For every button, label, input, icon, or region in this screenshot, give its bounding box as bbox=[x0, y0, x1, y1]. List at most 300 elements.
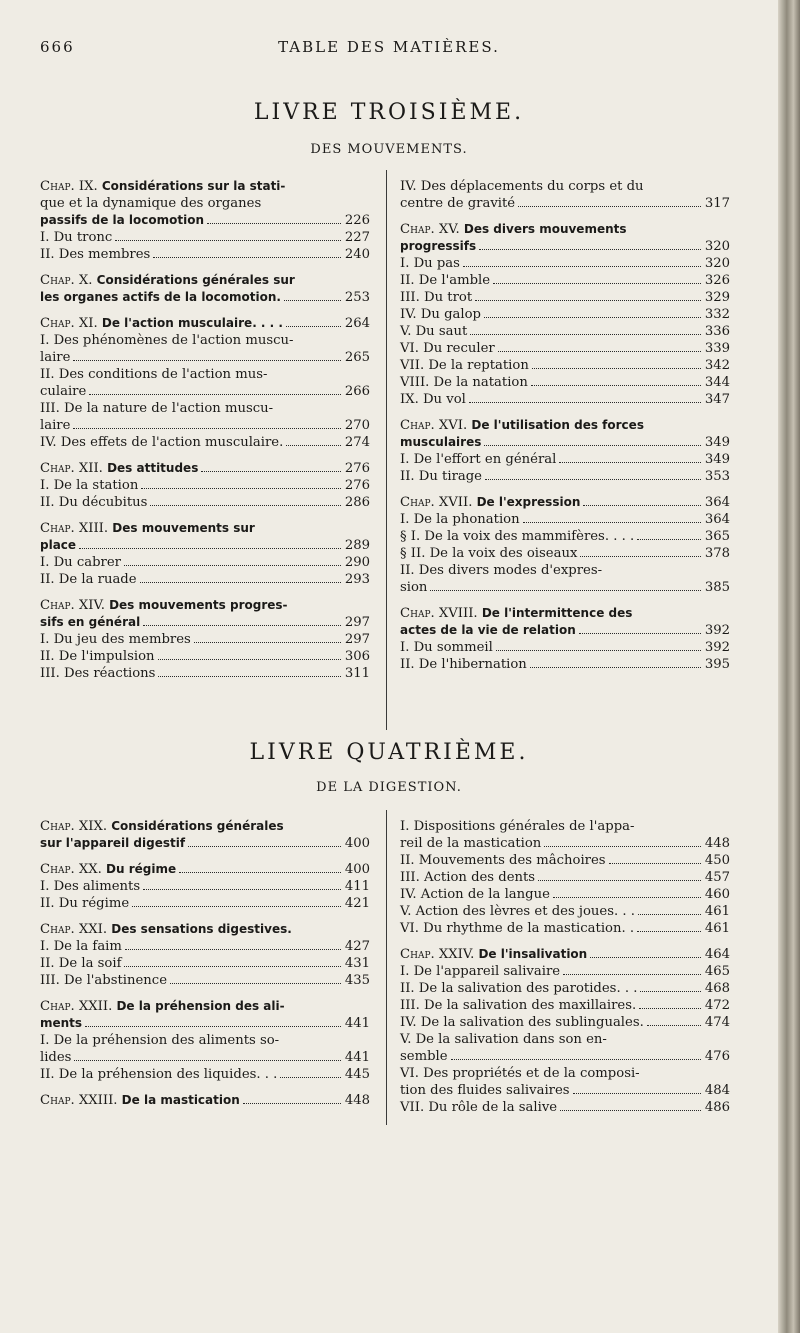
entry-line: I. De la préhension des aliments so- bbox=[40, 1033, 280, 1048]
chapter-heading bbox=[40, 998, 370, 1015]
dot-leader bbox=[580, 556, 701, 557]
toc-entry bbox=[40, 665, 370, 682]
toc-chapter-entry bbox=[40, 861, 370, 878]
entry-text: VI. Du rhythme de la mastication. . bbox=[400, 921, 635, 936]
entry-text: musculaires bbox=[400, 435, 482, 449]
entry-text: laire bbox=[40, 418, 71, 433]
entry-last-line bbox=[400, 997, 730, 1014]
entry-text: III. De la salivation des maxillaires. bbox=[400, 998, 637, 1013]
page-ref: 290 bbox=[344, 555, 370, 570]
dot-leader bbox=[284, 300, 341, 301]
entry-text: § I. De la voix des mammifères. . . . bbox=[400, 529, 635, 544]
entry-last-line bbox=[400, 980, 730, 997]
toc-entry bbox=[400, 818, 730, 852]
dot-leader bbox=[647, 1025, 701, 1026]
chapter-title: Des divers mouvements bbox=[463, 222, 627, 236]
dot-leader bbox=[74, 1060, 341, 1061]
chapter-label: Chap. XXIV. bbox=[400, 947, 479, 962]
entry-last-line bbox=[400, 1082, 730, 1099]
dot-leader bbox=[590, 957, 701, 958]
page-ref: 448 bbox=[704, 836, 730, 851]
toc-chapter-entry bbox=[40, 597, 370, 631]
dot-leader bbox=[170, 983, 341, 984]
dot-leader bbox=[640, 991, 701, 992]
page-ref: 227 bbox=[344, 230, 370, 245]
page-ref: 266 bbox=[344, 384, 370, 399]
chapter-label: Chap. XX. bbox=[40, 862, 107, 877]
dot-leader bbox=[141, 488, 341, 489]
dot-leader bbox=[638, 914, 701, 915]
page-ref: 486 bbox=[704, 1100, 730, 1115]
entry-text: IV. Action de la langue bbox=[400, 887, 550, 902]
entry-line: II. Des conditions de l'action mus- bbox=[40, 367, 268, 382]
page-ref: 286 bbox=[344, 495, 370, 510]
entry-last-line bbox=[40, 835, 370, 852]
toc-entry bbox=[400, 511, 730, 528]
entry-last-line bbox=[40, 537, 370, 554]
dot-leader bbox=[538, 880, 701, 881]
toc-chapter-entry bbox=[40, 818, 370, 852]
toc-entry bbox=[400, 323, 730, 340]
entry-last-line bbox=[400, 1048, 730, 1065]
dot-leader bbox=[518, 206, 701, 207]
toc-chapter-entry bbox=[400, 417, 730, 451]
entry-last-line bbox=[400, 963, 730, 980]
entry-text: II. De l'impulsion bbox=[40, 649, 155, 664]
page-ref: 317 bbox=[704, 196, 730, 211]
chapter-heading-text bbox=[40, 861, 176, 878]
page-ref: 441 bbox=[344, 1050, 370, 1065]
dot-leader bbox=[140, 582, 341, 583]
dot-leader bbox=[201, 471, 341, 472]
toc-entry bbox=[40, 1032, 370, 1066]
entry-text: V. Du saut bbox=[400, 324, 468, 339]
chapter-heading bbox=[40, 1092, 370, 1109]
entry-last-line bbox=[40, 972, 370, 989]
chapter-title: Considérations sur la stati- bbox=[101, 179, 286, 193]
section-title-livre-quatrieme: LIVRE QUATRIÈME. bbox=[249, 740, 529, 765]
dot-leader bbox=[132, 906, 341, 907]
entry-text: progressifs bbox=[400, 239, 477, 253]
page-ref: 400 bbox=[344, 836, 370, 851]
page-ref: 476 bbox=[704, 1049, 730, 1064]
dot-leader bbox=[115, 240, 341, 241]
dot-leader bbox=[85, 1026, 341, 1027]
toc-entry bbox=[40, 878, 370, 895]
chapter-title: Des mouvements progres- bbox=[109, 598, 288, 612]
entry-last-line bbox=[400, 238, 730, 255]
entry-last-line bbox=[40, 477, 370, 494]
toc-entry bbox=[400, 980, 730, 997]
page-ref: 365 bbox=[704, 529, 730, 544]
entry-last-line bbox=[400, 852, 730, 869]
chapter-heading bbox=[40, 520, 370, 537]
entry-text: I. Du cabrer bbox=[40, 555, 121, 570]
entry-text: § II. De la voix des oiseaux bbox=[400, 546, 578, 561]
chapter-label: Chap. XI. bbox=[40, 316, 102, 331]
dot-leader bbox=[579, 633, 701, 634]
entry-text: sion bbox=[400, 580, 428, 595]
entry-text: semble bbox=[400, 1049, 448, 1064]
dot-leader bbox=[73, 360, 341, 361]
entry-text: sifs en général bbox=[40, 615, 141, 629]
toc-entry bbox=[400, 391, 730, 408]
entry-last-line bbox=[40, 955, 370, 972]
dot-leader bbox=[125, 949, 341, 950]
entry-last-line bbox=[400, 468, 730, 485]
entry-last-line bbox=[40, 434, 370, 451]
entry-last-line bbox=[400, 545, 730, 562]
toc-entry bbox=[400, 1065, 730, 1099]
entry-line: I. Dispositions générales de l'appa- bbox=[400, 819, 635, 834]
page-ref: 311 bbox=[344, 666, 370, 681]
chapter-heading bbox=[40, 597, 370, 614]
dot-leader bbox=[637, 931, 701, 932]
entry-last-line bbox=[400, 434, 730, 451]
toc-entry bbox=[40, 434, 370, 451]
toc-entry bbox=[400, 374, 730, 391]
entry-last-line bbox=[400, 920, 730, 937]
entry-text: VIII. De la natation bbox=[400, 375, 528, 390]
entry-last-line bbox=[40, 1049, 370, 1066]
chapter-title: Des mouvements sur bbox=[112, 521, 255, 535]
page-ref: 336 bbox=[704, 324, 730, 339]
chapter-label: Chap. X. bbox=[40, 273, 97, 288]
page-ref: 293 bbox=[344, 572, 370, 587]
entry-last-line bbox=[400, 511, 730, 528]
dot-leader bbox=[158, 659, 341, 660]
page-ref: 240 bbox=[344, 247, 370, 262]
page-ref: 400 bbox=[344, 862, 370, 877]
entry-last-line bbox=[40, 614, 370, 631]
entry-last-line bbox=[400, 357, 730, 374]
toc-entry bbox=[40, 229, 370, 246]
running-header bbox=[40, 38, 738, 62]
chapter-title: De la préhension des ali- bbox=[116, 999, 285, 1013]
entry-last-line bbox=[400, 903, 730, 920]
entry-last-line bbox=[40, 648, 370, 665]
toc-entry bbox=[40, 972, 370, 989]
toc-entry bbox=[400, 1031, 730, 1065]
dot-leader bbox=[143, 889, 341, 890]
toc-entry bbox=[400, 272, 730, 289]
dot-leader bbox=[470, 334, 701, 335]
entry-text: I. Du pas bbox=[400, 256, 460, 271]
page-ref: 411 bbox=[344, 879, 370, 894]
toc-entry bbox=[400, 306, 730, 323]
entry-text: I. Des aliments bbox=[40, 879, 141, 894]
page-ref: 445 bbox=[344, 1067, 370, 1082]
page-ref: 332 bbox=[704, 307, 730, 322]
page-number: 666 bbox=[40, 38, 75, 56]
chapter-title: De l'insalivation bbox=[478, 947, 588, 961]
dot-leader bbox=[563, 974, 701, 975]
entry-text: V. Action des lèvres et des joues. . . bbox=[400, 904, 635, 919]
entry-text: I. De l'appareil salivaire bbox=[400, 964, 561, 979]
toc-entry bbox=[400, 886, 730, 903]
chapter-heading bbox=[40, 315, 370, 332]
entry-last-line bbox=[40, 212, 370, 229]
entry-line: II. Des divers modes d'expres- bbox=[400, 563, 603, 578]
entry-last-line bbox=[40, 665, 370, 682]
entry-text: II. De l'hibernation bbox=[400, 657, 527, 672]
entry-last-line bbox=[400, 1099, 730, 1116]
entry-text: I. Du tronc bbox=[40, 230, 113, 245]
entry-last-line bbox=[40, 895, 370, 912]
entry-text: I. De l'effort en général bbox=[400, 452, 557, 467]
toc-entry bbox=[400, 528, 730, 545]
toc-entry bbox=[400, 468, 730, 485]
toc-entry bbox=[400, 562, 730, 596]
entry-last-line bbox=[400, 579, 730, 596]
chapter-heading bbox=[40, 818, 370, 835]
toc-entry bbox=[400, 639, 730, 656]
page-ref: 306 bbox=[344, 649, 370, 664]
chapter-label: Chap. XIII. bbox=[40, 521, 113, 536]
entry-text: II. De la salivation des parotides. . . bbox=[400, 981, 638, 996]
page-ref: 276 bbox=[344, 478, 370, 493]
toc-chapter-entry bbox=[40, 272, 370, 306]
dot-leader bbox=[475, 300, 701, 301]
page-ref: 297 bbox=[344, 632, 370, 647]
toc-column-right-livre-3 bbox=[400, 178, 730, 673]
toc-entry bbox=[400, 178, 730, 212]
dot-leader bbox=[637, 539, 701, 540]
entry-text: VI. Du reculer bbox=[400, 341, 495, 356]
section-subtitle-digestion: DE LA DIGESTION. bbox=[316, 780, 462, 795]
toc-entry bbox=[400, 289, 730, 306]
toc-entry bbox=[40, 554, 370, 571]
toc-column-right-livre-4 bbox=[400, 818, 730, 1116]
page-ref: 435 bbox=[344, 973, 370, 988]
page-ref: 329 bbox=[704, 290, 730, 305]
dot-leader bbox=[609, 863, 701, 864]
entry-line: V. De la salivation dans son en- bbox=[400, 1032, 607, 1047]
entry-last-line bbox=[40, 1066, 370, 1083]
entry-last-line bbox=[40, 571, 370, 588]
chapter-title: Des sensations digestives. bbox=[111, 922, 292, 936]
entry-last-line bbox=[400, 528, 730, 545]
page-ref: 460 bbox=[704, 887, 730, 902]
page-ref: 265 bbox=[344, 350, 370, 365]
toc-entry bbox=[40, 400, 370, 434]
dot-leader bbox=[451, 1059, 701, 1060]
entry-text: I. De la station bbox=[40, 478, 139, 493]
entry-text: actes de la vie de relation bbox=[400, 623, 576, 637]
entry-text: III. Du trot bbox=[400, 290, 473, 305]
entry-last-line bbox=[40, 349, 370, 366]
entry-text: II. De la soif bbox=[40, 956, 122, 971]
chapter-heading-text bbox=[40, 1092, 240, 1109]
toc-entry bbox=[400, 1099, 730, 1116]
entry-last-line bbox=[400, 622, 730, 639]
dot-leader bbox=[150, 505, 341, 506]
column-divider bbox=[386, 810, 387, 1125]
toc-chapter-entry bbox=[40, 460, 370, 477]
page-ref: 484 bbox=[704, 1083, 730, 1098]
dot-leader bbox=[124, 966, 341, 967]
page-ref: 441 bbox=[344, 1016, 370, 1031]
entry-text: lides bbox=[40, 1050, 72, 1065]
chapter-heading-text bbox=[40, 460, 198, 477]
entry-text: IV. De la salivation des sublinguales. bbox=[400, 1015, 644, 1030]
toc-entry bbox=[400, 903, 730, 920]
chapter-heading bbox=[40, 921, 370, 938]
dot-leader bbox=[531, 385, 701, 386]
page-ref: 448 bbox=[344, 1093, 370, 1108]
chapter-title: De la mastication bbox=[121, 1093, 240, 1107]
entry-text: laire bbox=[40, 350, 71, 365]
header-title: TABLE DES MATIÈRES. bbox=[278, 38, 500, 56]
toc-chapter-entry bbox=[40, 315, 370, 332]
toc-chapter-entry bbox=[400, 946, 730, 963]
entry-last-line bbox=[40, 938, 370, 955]
chapter-heading bbox=[400, 494, 730, 511]
dot-leader bbox=[484, 445, 701, 446]
entry-last-line bbox=[40, 383, 370, 400]
toc-entry bbox=[40, 246, 370, 263]
entry-last-line bbox=[400, 869, 730, 886]
entry-text: I. De la faim bbox=[40, 939, 122, 954]
entry-text: IX. Du vol bbox=[400, 392, 466, 407]
chapter-heading bbox=[400, 417, 730, 434]
chapter-heading bbox=[40, 460, 370, 477]
toc-column-left-livre-3 bbox=[40, 178, 370, 682]
dot-leader bbox=[573, 1093, 701, 1094]
entry-text: culaire bbox=[40, 384, 87, 399]
entry-last-line bbox=[40, 878, 370, 895]
page-ref: 320 bbox=[704, 256, 730, 271]
entry-text: III. Action des dents bbox=[400, 870, 536, 885]
page-ref: 427 bbox=[344, 939, 370, 954]
entry-text: II. Du décubitus bbox=[40, 495, 148, 510]
toc-chapter-entry bbox=[40, 998, 370, 1032]
chapter-label: Chap. IX. bbox=[40, 179, 102, 194]
dot-leader bbox=[194, 642, 341, 643]
chapter-title: Du régime bbox=[106, 862, 177, 876]
page-ref: 364 bbox=[704, 495, 730, 510]
dot-leader bbox=[188, 846, 341, 847]
entry-text: centre de gravité bbox=[400, 196, 516, 211]
page-ref: 465 bbox=[704, 964, 730, 979]
toc-chapter-entry bbox=[40, 178, 370, 229]
entry-last-line bbox=[400, 289, 730, 306]
chapter-label: Chap. XVII. bbox=[400, 495, 477, 510]
page-ref: 276 bbox=[344, 461, 370, 476]
page-ref: 421 bbox=[344, 896, 370, 911]
dot-leader bbox=[89, 394, 341, 395]
entry-line: IV. Des déplacements du corps et du bbox=[400, 179, 644, 194]
dot-leader bbox=[532, 368, 701, 369]
entry-last-line bbox=[400, 323, 730, 340]
dot-leader bbox=[430, 590, 701, 591]
toc-chapter-entry bbox=[40, 520, 370, 554]
page-ref: 392 bbox=[704, 623, 730, 638]
page-ref: 297 bbox=[344, 615, 370, 630]
entry-last-line bbox=[400, 272, 730, 289]
dot-leader bbox=[280, 1077, 341, 1078]
page-ref: 378 bbox=[704, 546, 730, 561]
entry-last-line bbox=[400, 391, 730, 408]
page-ref: 353 bbox=[704, 469, 730, 484]
dot-leader bbox=[207, 223, 341, 224]
page-ref: 461 bbox=[704, 904, 730, 919]
toc-chapter-entry bbox=[40, 1092, 370, 1109]
toc-chapter-entry bbox=[400, 494, 730, 511]
entry-line: que et la dynamique des organes bbox=[40, 196, 262, 211]
dot-leader bbox=[583, 505, 701, 506]
chapter-title: De l'intermittence des bbox=[481, 606, 633, 620]
chapter-label: Chap. XII. bbox=[40, 461, 108, 476]
entry-text: I. Du jeu des membres bbox=[40, 632, 191, 647]
dot-leader bbox=[485, 479, 701, 480]
column-divider bbox=[386, 170, 387, 730]
entry-last-line bbox=[400, 886, 730, 903]
page-ref: 270 bbox=[344, 418, 370, 433]
toc-chapter-entry bbox=[400, 605, 730, 639]
entry-text: III. Des réactions bbox=[40, 666, 156, 681]
chapter-title: De l'utilisation des forces bbox=[471, 418, 644, 432]
page-ref: 349 bbox=[704, 452, 730, 467]
chapter-heading bbox=[400, 221, 730, 238]
entry-last-line bbox=[40, 289, 370, 306]
chapter-title: De l'expression bbox=[476, 495, 581, 509]
page-ref: 457 bbox=[704, 870, 730, 885]
dot-leader bbox=[559, 462, 701, 463]
entry-text: III. De l'abstinence bbox=[40, 973, 167, 988]
entry-last-line bbox=[40, 229, 370, 246]
page-ref: 395 bbox=[704, 657, 730, 672]
section-title-livre-troisieme: LIVRE TROISIÈME. bbox=[253, 100, 525, 125]
entry-last-line bbox=[40, 246, 370, 263]
entry-last-line bbox=[400, 195, 730, 212]
dot-leader bbox=[73, 428, 341, 429]
page-ref: 349 bbox=[704, 435, 730, 450]
dot-leader bbox=[560, 1110, 701, 1111]
toc-entry bbox=[400, 963, 730, 980]
toc-entry bbox=[40, 955, 370, 972]
page-ref: 320 bbox=[704, 239, 730, 254]
entry-line: VI. Des propriétés et de la composi- bbox=[400, 1066, 640, 1081]
toc-chapter-entry bbox=[400, 221, 730, 255]
chapter-label: Chap. XV. bbox=[400, 222, 464, 237]
entry-last-line bbox=[400, 451, 730, 468]
entry-text: les organes actifs de la locomotion. bbox=[40, 290, 281, 304]
dot-leader bbox=[79, 548, 341, 549]
entry-last-line bbox=[400, 340, 730, 357]
toc-entry bbox=[40, 1066, 370, 1083]
chapter-title: Considérations générales sur bbox=[96, 273, 295, 287]
entry-text: reil de la mastication bbox=[400, 836, 542, 851]
dot-leader bbox=[484, 317, 701, 318]
toc-entry bbox=[40, 938, 370, 955]
entry-text: passifs de la locomotion bbox=[40, 213, 205, 227]
dot-leader bbox=[179, 872, 341, 873]
toc-entry bbox=[40, 494, 370, 511]
page-ref: 385 bbox=[704, 580, 730, 595]
page-ref: 339 bbox=[704, 341, 730, 356]
entry-text: IV. Du galop bbox=[400, 307, 481, 322]
entry-last-line bbox=[40, 554, 370, 571]
toc-entry bbox=[400, 255, 730, 272]
chapter-heading bbox=[400, 605, 730, 622]
page-ref: 264 bbox=[344, 316, 370, 331]
page-ref: 364 bbox=[704, 512, 730, 527]
page-ref: 253 bbox=[344, 290, 370, 305]
chapter-label: Chap. XIX. bbox=[40, 819, 112, 834]
entry-text: place bbox=[40, 538, 77, 552]
entry-last-line bbox=[400, 639, 730, 656]
